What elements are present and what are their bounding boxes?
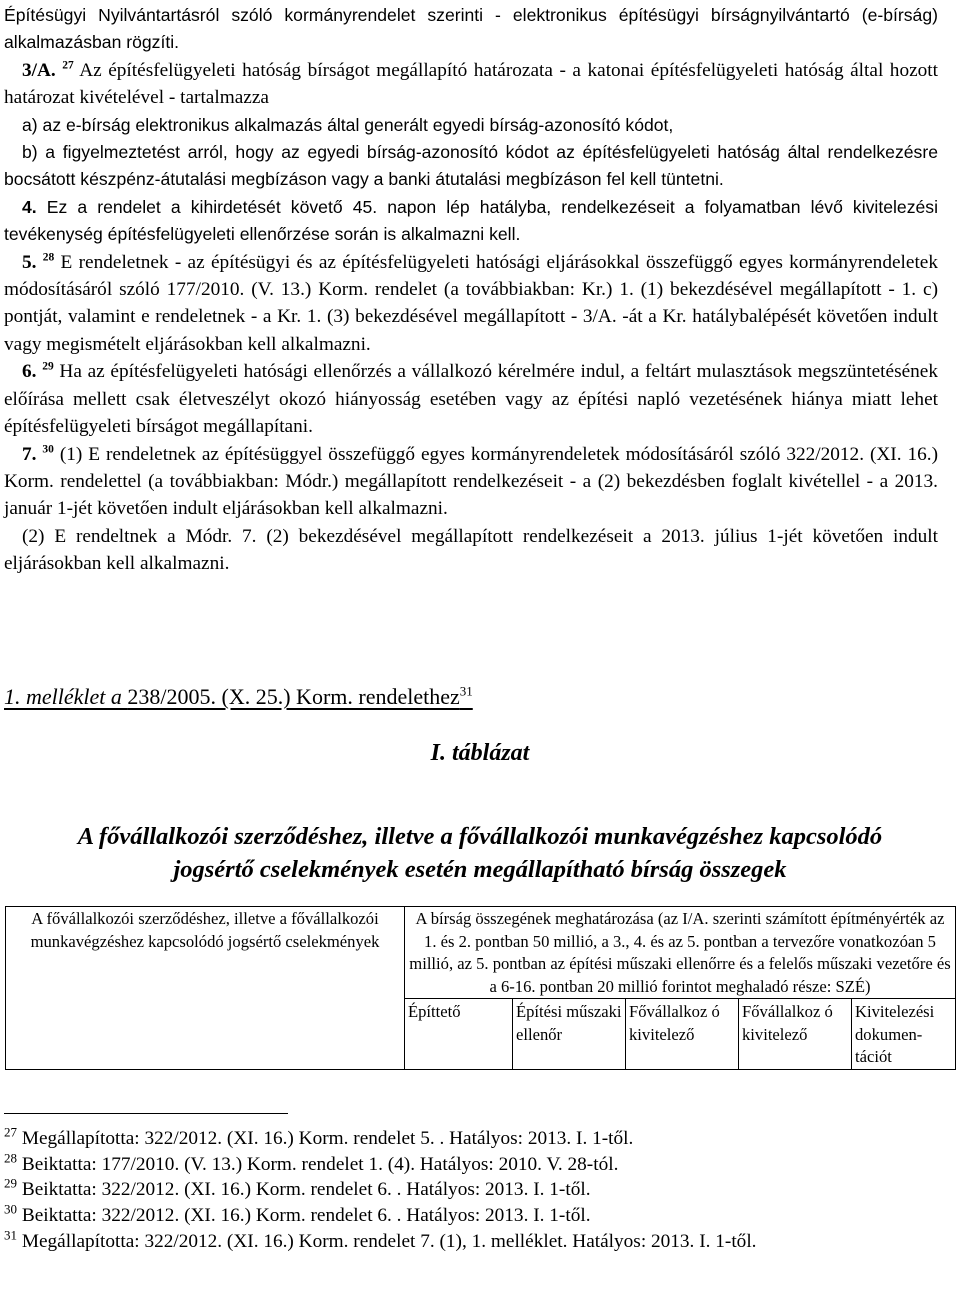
footnote-ref: 29 bbox=[42, 360, 54, 373]
table-header-row bbox=[6, 907, 956, 999]
section-text: (1) E rendeletnek az építésüggyel összefüggő egyes kormányrendeletek módosításáról szóló 322/2012. (XI. 16.) Korm. rendelettel (a továbbiakban: Módr.) megállapított rendelkezéseit - a (2) bekezdésben foglalt kivétellel - a 2013. január 1-jét követően indult eljárásokban kell alkalmazni. bbox=[4, 443, 938, 520]
footnote-text: Beiktatta: 322/2012. (XI. 16.) Korm. rendelet 6. . Hatályos: 2013. I. 1-től. bbox=[21, 1179, 591, 1201]
footnote bbox=[4, 1126, 938, 1152]
body-text bbox=[4, 2, 938, 578]
footnote-number: 31 bbox=[4, 1227, 17, 1243]
annex-italic: 1. melléklet a bbox=[4, 684, 128, 709]
footnote-text: Megállapította: 322/2012. (XI. 16.) Korm. rendelet 7. (1), 1. melléklet. Hatályos: 2013. I. 1-től. bbox=[21, 1230, 757, 1252]
heading-line-2: jogsértő cselekmények esetén megállapítható bírság összegek bbox=[173, 856, 787, 883]
footnote bbox=[4, 1203, 938, 1229]
footnote bbox=[4, 1229, 938, 1255]
section-text: Ez a rendelet a kihirdetését követő 45. napon lép hatályba, rendelkezéseit a folyamatban lévő kivitelezési tevékenység építésfelügyeleti ellenőrzése során is alkalmazni kell. bbox=[4, 196, 938, 245]
footnote-text: Beiktatta: 177/2010. (V. 13.) Korm. rendelet 1. (4). Hatályos: 2010. V. 28-tól. bbox=[21, 1153, 619, 1175]
section-6 bbox=[4, 358, 938, 440]
footnote-number: 30 bbox=[4, 1201, 17, 1217]
fine-table bbox=[5, 906, 956, 1070]
footnote-ref: 27 bbox=[62, 59, 74, 72]
subheader-cell: Fővállalkoz ó kivitelező bbox=[739, 999, 852, 1070]
subheader-cell: Fővállalkoz ó kivitelező bbox=[626, 999, 739, 1070]
section-number: 6. bbox=[22, 361, 37, 383]
section-text: Ha az építésfelügyeleti hatósági ellenőrzés a vállalkozó kérelmére indul, a feltárt mulasztások megszüntetésének előírása mellett csak életveszélyt okozó hiányosság esetében vagy az építési napló vezetésének hiánya miatt lehet építésfelügyeleti bírságot megállapítani. bbox=[4, 361, 938, 438]
footnote-ref: 30 bbox=[42, 443, 54, 456]
point-b: b) a figyelmeztetést arról, hogy az egyedi bírság-azonosító kódot az építésfelügyeleti hatóság által rendelkezésre bocsátott készpénz-átutalási megbízáson vagy a banki átutalási megbízáson fel kell tüntetni. bbox=[4, 142, 938, 190]
header-cell-offences: A fővállalkozói szerződéshez, illetve a fővállalkozói munkavégzéshez kapcsolódó jogsértő cselekmények bbox=[6, 907, 405, 1070]
section-number: 3/A. bbox=[22, 59, 56, 81]
table-heading bbox=[0, 820, 960, 886]
footnote-number: 27 bbox=[4, 1124, 17, 1140]
footnote-divider bbox=[4, 1113, 288, 1114]
footnote-number: 28 bbox=[4, 1150, 17, 1166]
paragraph-intro: Építésügyi Nyilvántartásról szóló kormányrendelet szerinti - elektronikus építésügyi bírságnyilvántartó (e-bírság) alkalmazásban rögzíti. bbox=[4, 5, 938, 53]
point-a: a) az e-bírság elektronikus alkalmazás által generált egyedi bírság-azonosító kódot, bbox=[22, 114, 674, 135]
section-text: Az építésfelügyeleti hatóság bírságot megállapító határozata - a katonai építésfelügyeleti hatóság által hozott határozat kivételével - tartalmazza bbox=[4, 59, 939, 109]
section-7 bbox=[4, 441, 938, 523]
footnotes bbox=[4, 1126, 938, 1255]
header-cell-fine-amount: A bírság összegének meghatározása (az I/A. szerinti számított építményérték az 1. és 2. pontban 50 millió, a 3., 4. és az 5. pontban a tervezőre vonatkozóan 5 millió, az 5. pontban az építési műszaki ellenőrre és a felelős műszaki vezetőre és a 6-16. pontban 20 millió forintot meghaladó része: SZÉ) bbox=[405, 907, 956, 999]
footnote-ref: 31 bbox=[459, 683, 473, 699]
section-number: 7. bbox=[22, 443, 37, 465]
section-4 bbox=[4, 194, 938, 249]
section-number: 4. bbox=[22, 196, 37, 217]
section-3a bbox=[4, 57, 938, 112]
footnote bbox=[4, 1152, 938, 1178]
footnote-ref: 28 bbox=[42, 251, 55, 264]
section-text: E rendeletnek - az építésügyi és az építésfelügyeleti hatósági eljárásokkal összefüggő egyes kormányrendeletek módosításáról szóló 177/2010. (V. 13.) Korm. rendelet (a továbbiakban: Kr.) 1. (1) bekezdésével megállapított - 1. c) pontját, valamint e rendeletnek - a Kr. 1. (3) bekezdésével megállapított - 3/A. -át a Kr. hatálybalépését követően indult vagy megismételt eljárásokban kell alkalmazni. bbox=[4, 251, 938, 355]
footnote-text: Beiktatta: 322/2012. (XI. 16.) Korm. rendelet 6. . Hatályos: 2013. I. 1-től. bbox=[21, 1205, 591, 1227]
section-5 bbox=[4, 249, 938, 359]
annex-normal: 238/2005. (X. 25.) Korm. rendelethez bbox=[127, 684, 460, 709]
section-number: 5. bbox=[22, 251, 37, 273]
subheader-cell: Építtető bbox=[405, 999, 513, 1070]
table-label: I. táblázat bbox=[430, 740, 530, 766]
section-7-2: (2) E rendeltnek a Módr. 7. (2) bekezdésével megállapított rendelkezéseit a 2013. július 1-jét követően indult eljárásokban kell alkalmazni. bbox=[4, 525, 938, 575]
footnote-number: 29 bbox=[4, 1175, 17, 1191]
subheader-cell: Építési műszaki ellenőr bbox=[513, 999, 626, 1070]
subheader-cell: Kivitelezési dokumen-tációt bbox=[852, 999, 956, 1070]
footnote bbox=[4, 1177, 938, 1203]
heading-line-1: A fővállalkozói szerződéshez, illetve a fővállalkozói munkavégzéshez kapcsolódó bbox=[77, 823, 883, 850]
footnote-text: Megállapította: 322/2012. (XI. 16.) Korm. rendelet 5. . Hatályos: 2013. I. 1-től. bbox=[21, 1128, 634, 1149]
annex-title bbox=[4, 684, 473, 710]
